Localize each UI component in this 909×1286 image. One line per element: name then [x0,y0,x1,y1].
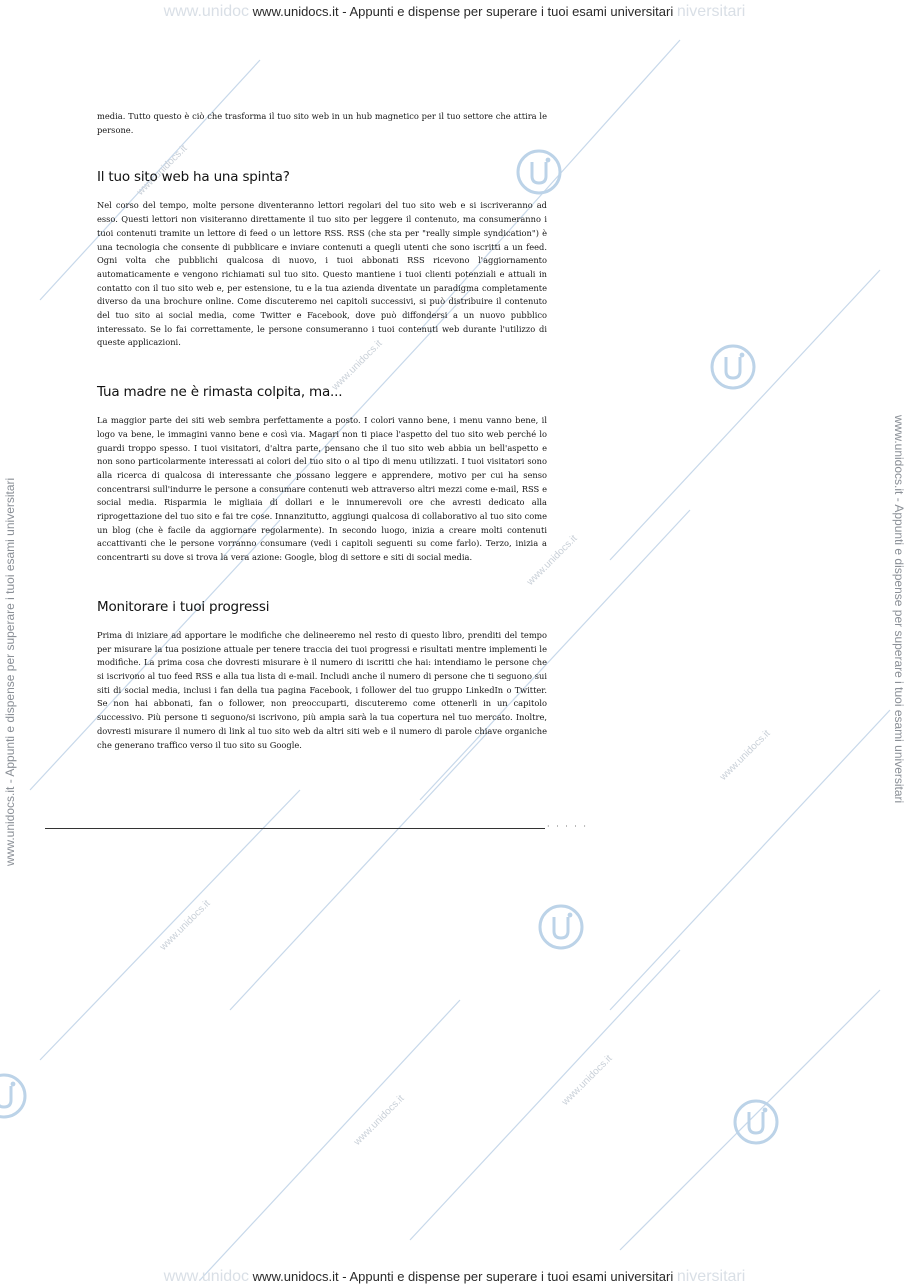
watermark-banner-text: www.unidocs.it - Appunti e dispense per superare i tuoi esami universitari [252,1269,674,1284]
watermark-ghost-right: niversitari [676,3,746,20]
watermark-ghost-left: www.unidoc [163,1268,250,1285]
watermark-side-left: www.unidocs.it - Appunti e dispense per superare i tuoi esami universitari [3,477,17,866]
watermark-diagonal-text: www.unidocs.it [525,533,580,588]
footnote-dots: · · · · · [547,822,588,831]
watermark-ghost-right: niversitari [676,1268,746,1285]
watermark-line [200,1000,460,1280]
watermark-diagonal-text: www.unidocs.it [158,898,213,953]
section-title: Tua madre ne è rimasta colpita, ma... [97,384,343,401]
watermark-line [620,990,880,1250]
watermark-line [610,270,880,560]
watermark-banner-text: www.unidocs.it - Appunti e dispense per superare i tuoi esami universitari [252,4,674,19]
watermark-banner-bottom [0,1268,909,1286]
watermark-line [40,790,300,1060]
section-madre [97,384,547,565]
watermark-line [410,950,680,1240]
section-paragraph: Nel corso del tempo, molte persone diventeranno lettori regolari del tuo sito web e si iscriveranno ad esso. Questi lettori non visiteranno direttamente il tuo sito per leggere il contenuto, ma consumeranno i tuoi contenuti tramite un lettore di feed o un lettore RSS. RSS (che sta per "really simple syndication") è una tecnologia che consente di pubblicare e inviare contenuti a quegli utenti che sono iscritti a un feed. Ogni volta che pubblichi qualcosa di nuovo, i tuoi abbonati RSS ricevono l'aggiornamento automaticamente e vengono richiamati sul tuo sito. Questo mantiene i tuoi clienti potenziali e attuali in contatto con il tuo sito web e, per estensione, tu e la tua azienda diventate un paradigma completamente diverso da una brochure online. Come discuteremo nei capitoli successivi, si può distribuire il contenuto del tuo sito ai social media, come Twitter e Facebook, dove può diffondersi a un nuovo pubblico interessato. Se lo fai correttamente, le persone consumeranno i tuoi contenuti web durante l'utilizzo di queste applicazioni. [97,200,547,348]
section-title: Monitorare i tuoi progressi [97,598,270,615]
section-paragraph: La maggior parte dei siti web sembra perfettamente a posto. I colori vanno bene, i menu vanno bene, il logo va bene, le immagini vanno bene e così via. Magari non ti piace l'aspetto del tuo sito web perché lo guardi troppo spesso. I tuoi visitatori, d'altra parte, pensano che il tuo sito web abbia un bell'aspetto e non sono particolarmente interessati ai colori del tuo sito o al tipo di menu utilizzati. I tuoi visitatori sono alla ricerca di qualcosa di interessante che possano leggere e apprendere, motivo per cui ha senso concentrarsi sull'indurre le persone a consumare contenuti web attraverso altri mezzi come e-mail, RSS e social media. Risparmia le migliaia di dollari e le innumerevoli ore che avresti dedicato alla riprogettazione del tuo sito e fai tre cose. Innanzitutto, aggiungi qualcosa di collaborativo al tuo sito come un blog (che è facile da aggiornare regolarmente). In secondo luogo, inizia a creare molti contenuti accattivanti che le persone vorranno consumare (vedi i capitoli seguenti su come farlo). Terzo, inizia a concentrarti su dove si trova la vera azione: Google, blog di settore e siti di social media. [97,415,547,563]
footnote-separator [45,828,545,829]
watermark-banner-top [0,3,909,21]
section-spinta [97,169,547,350]
watermark-line [610,710,890,1010]
section-title: Il tuo sito web ha una spinta? [97,169,290,186]
document-body [97,110,547,786]
watermark-side-right: www.unidocs.it - Appunti e dispense per superare i tuoi esami universitari [892,415,906,804]
watermark-diagonal-text: www.unidocs.it [135,143,190,198]
section-paragraph: Prima di iniziare ad apportare le modifiche che delineeremo nel resto di questo libro, prenditi del tempo per misurare la tua posizione attuale per tenere traccia dei tuoi progressi e risultati mentre implementi le modifiche. La prima cosa che dovresti misurare è il numero di iscritti che hai: intendiamo le persone che si iscrivono al tuo feed RSS e alla tua lista di e-mail. Includi anche il numero di persone che ti seguono sui siti di social media, inclusi i fan della tua pagina Facebook, i follower del tuo gruppo LinkedIn o Twitter. Se non hai abbonati, fan o follower, non preoccuparti, discuteremo come ottenerli in un capitolo successivo. Più persone ti seguono/si iscrivono, più ampia sarà la tua copertura nel tuo mercato. Inoltre, dovresti misurare il numero di link al tuo sito web da altri siti web e il numero di parole chiave organiche che generano traffico verso il tuo sito su Google. [97,629,547,750]
watermark-diagonal-text: www.unidocs.it [718,728,773,783]
watermark-diagonal-text: www.unidocs.it [560,1053,615,1108]
watermark-diagonal-text: www.unidocs.it [330,338,385,393]
watermark-diagonal-text: www.unidocs.it [352,1093,407,1148]
section-progressi [97,599,547,752]
watermark-ghost-left: www.unidoc [163,3,250,20]
intro-paragraph: media. Tutto questo è ciò che trasforma il tuo sito web in un hub magnetico per il tuo settore che attira le persone. [97,111,547,135]
